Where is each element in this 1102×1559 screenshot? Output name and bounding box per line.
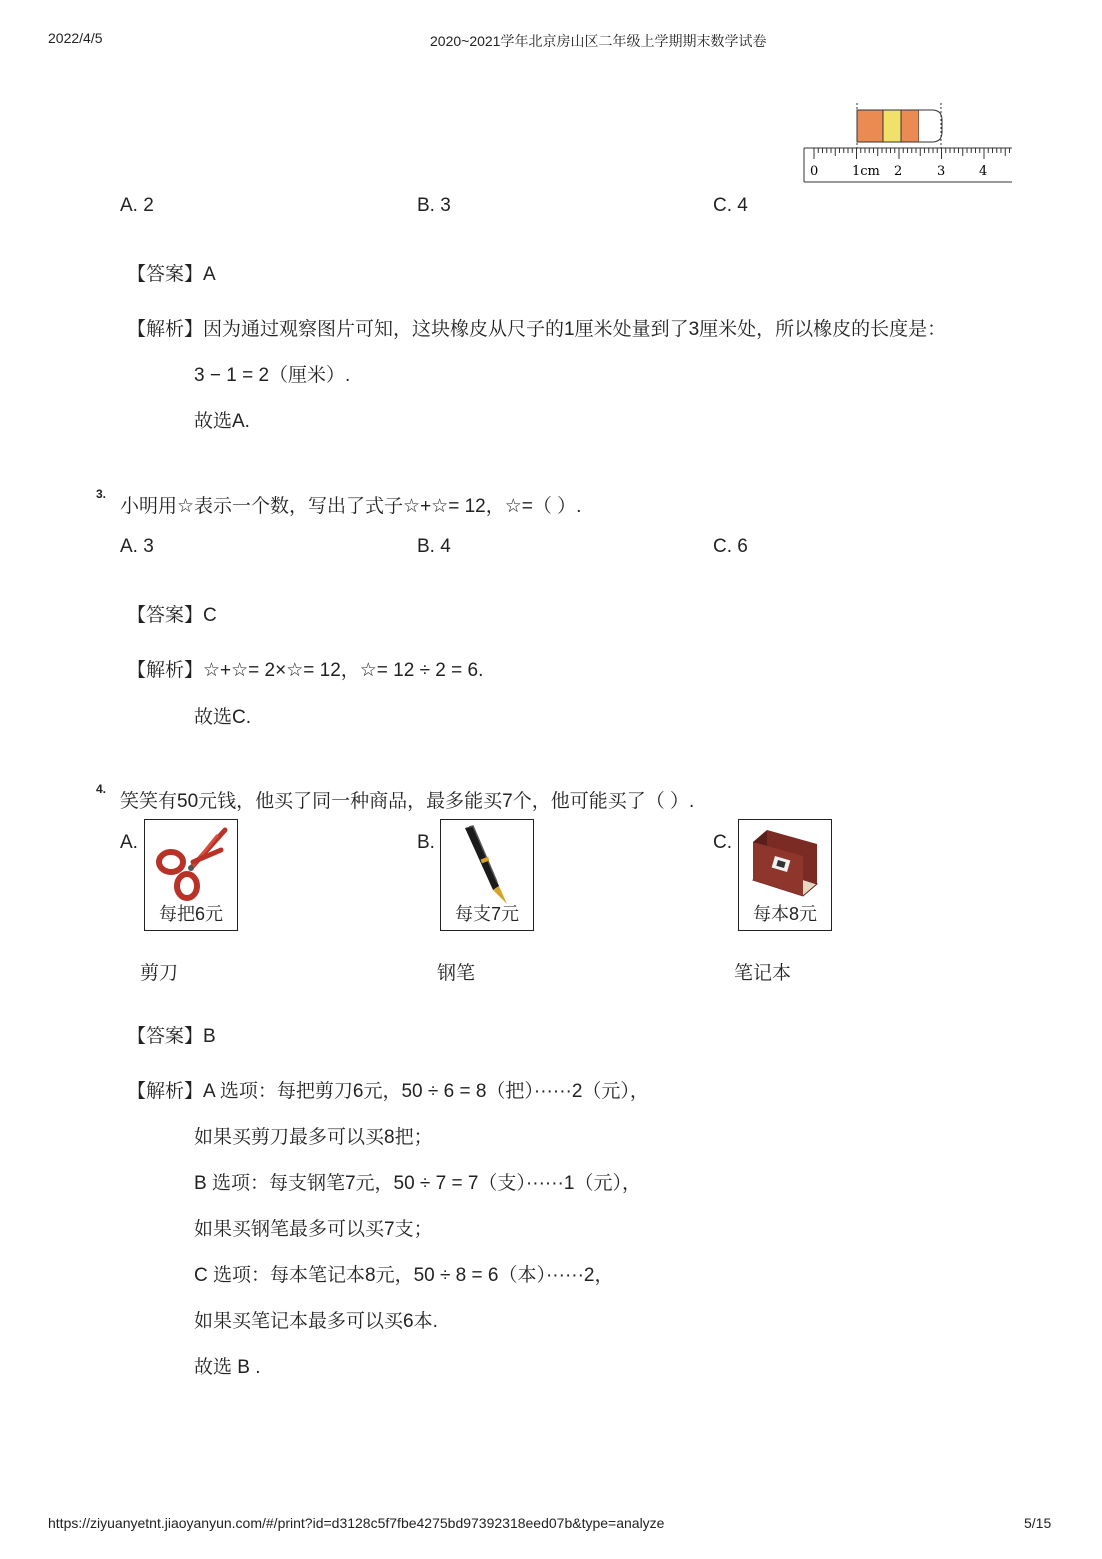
q2-option-a[interactable]: A. 2 <box>120 195 154 216</box>
q4-option-c-letter[interactable]: C. <box>713 832 732 853</box>
eraser-tip <box>919 110 942 142</box>
analysis-line: A 选项：每把剪刀6元，50 ÷ 6 = 8（把）······2（元）， <box>203 1081 649 1102</box>
q3-option-b[interactable]: B. 4 <box>417 536 451 557</box>
q4-analysis <box>127 1076 649 1103</box>
q4-option-c-card[interactable] <box>738 819 832 931</box>
ruler-label-2: 2 <box>894 164 903 179</box>
eraser <box>857 110 942 142</box>
pen-icon <box>447 824 527 906</box>
analysis-line: 故选A. <box>194 411 250 432</box>
ruler-ticks <box>814 148 1010 159</box>
analysis-line: 故选C. <box>194 707 252 728</box>
q4-option-c-name: 笔记本 <box>734 963 792 984</box>
ruler-label-3: 3 <box>937 164 946 179</box>
answer-label: 【答案】 <box>127 264 204 285</box>
question-number: 3. <box>96 487 107 501</box>
option-price: 每本8元 <box>752 904 817 924</box>
q4-option-a-card[interactable] <box>144 819 238 931</box>
analysis-line: C 选项：每本笔记本8元，50 ÷ 8 = 6（本）······2， <box>194 1265 614 1286</box>
page-title: 2020~2021学年北京房山区二年级上学期期末数学试卷 <box>430 33 767 49</box>
answer-label: 【答案】 <box>127 605 204 626</box>
q4-option-a-letter[interactable]: A. <box>120 832 138 853</box>
q3-question: 小明用☆表示一个数，写出了式子☆+☆= 12，☆=（ ）. <box>120 496 582 517</box>
ruler-label-4: 4 <box>979 164 988 179</box>
option-price: 每支7元 <box>454 904 519 924</box>
page-number: 5/15 <box>1024 1515 1052 1531</box>
q3-option-a[interactable]: A. 3 <box>120 536 154 557</box>
scissors-icon <box>151 824 231 904</box>
analysis-line: 如果买笔记本最多可以买6本. <box>194 1311 438 1332</box>
answer-label: 【答案】 <box>127 1026 204 1047</box>
q2-analysis <box>127 314 946 341</box>
q3-analysis <box>127 655 483 682</box>
analysis-label: 【解析】 <box>127 1081 204 1102</box>
analysis-line: 故选 B . <box>194 1357 261 1378</box>
ruler-label-1cm: 1cm <box>852 164 880 179</box>
answer-value: C <box>203 605 217 626</box>
analysis-label: 【解析】 <box>127 660 204 681</box>
analysis-line: 如果买钢笔最多可以买7支； <box>194 1219 433 1240</box>
q4-option-b-card[interactable] <box>440 819 534 931</box>
analysis-line: 因为通过观察图片可知，这块橡皮从尺子的1厘米处量到了3厘米处，所以橡皮的长度是： <box>203 319 947 340</box>
eraser-segment-1 <box>857 110 883 142</box>
notebook-icon <box>745 824 825 904</box>
ruler-label-0: 0 <box>810 164 819 179</box>
print-date: 2022/4/5 <box>48 30 103 46</box>
q4-question: 笑笑有50元钱，他买了同一种商品，最多能买7个，他可能买了（ ）. <box>120 791 695 812</box>
analysis-line: 如果买剪刀最多可以买8把； <box>194 1127 433 1148</box>
analysis-line: B 选项：每支钢笔7元，50 ÷ 7 = 7（支）······1（元）， <box>194 1173 641 1194</box>
q3-option-c[interactable]: C. 6 <box>713 536 748 557</box>
answer-value: A <box>203 264 216 285</box>
eraser-segment-3 <box>901 110 919 142</box>
q4-option-b-letter[interactable]: B. <box>417 832 435 853</box>
ruler <box>804 148 1012 182</box>
q4-option-a-name: 剪刀 <box>140 963 179 984</box>
q2-answer <box>127 259 216 286</box>
question-number: 4. <box>96 782 107 796</box>
q2-option-c[interactable]: C. 4 <box>713 195 748 216</box>
analysis-line: ☆+☆= 2×☆= 12，☆= 12 ÷ 2 = 6. <box>203 660 484 681</box>
answer-value: B <box>203 1026 216 1047</box>
q4-option-b-name: 钢笔 <box>437 963 476 984</box>
footer-url[interactable]: https://ziyuanyetnt.jiaoyanyun.com/#/print?id=d3128c5f7fbe4275bd97392318eed07b&type=analyze <box>48 1515 665 1531</box>
q2-option-b[interactable]: B. 3 <box>417 195 451 216</box>
option-price: 每把6元 <box>158 904 223 924</box>
q3-answer <box>127 600 217 627</box>
ruler-figure <box>800 100 1014 186</box>
q4-answer <box>127 1021 216 1048</box>
eraser-segment-2 <box>883 110 901 142</box>
analysis-line: 3 − 1 = 2（厘米）. <box>194 365 351 386</box>
analysis-label: 【解析】 <box>127 319 204 340</box>
